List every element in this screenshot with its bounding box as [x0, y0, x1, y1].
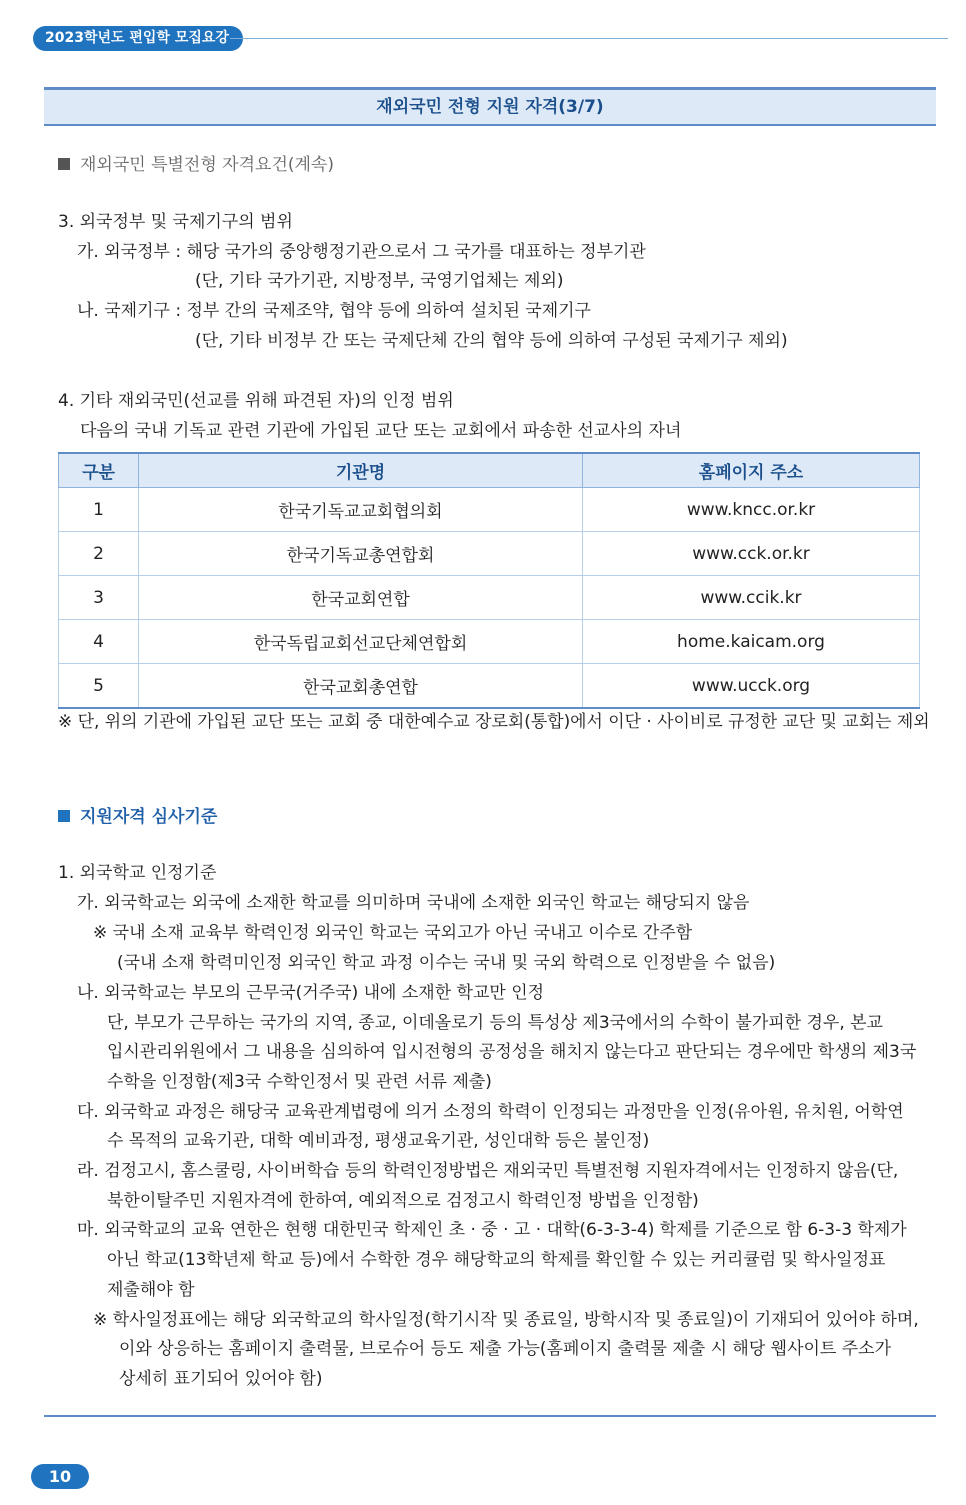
table-cell-number: 2 [59, 532, 139, 576]
criteria-line: 수학을 인정함(제3국 수학인정서 및 관련 서류 제출) [107, 1072, 492, 1092]
page-number: 10 [31, 1464, 89, 1489]
table-cell-url: www.kncc.or.kr [583, 488, 920, 532]
criteria-line: 라. 검정고시, 홈스쿨링, 사이버학습 등의 학력인정방법은 재외국민 특별전형 지원자격에서는 인정하지 않음(단, [77, 1161, 899, 1181]
section-heading-eligibility [58, 150, 334, 175]
header-badge: 2023학년도 편입학 모집요강 [33, 26, 243, 51]
item3-b: 나. 국제기구 : 정부 간의 국제조약, 협약 등에 의하여 설치된 국제기구 [77, 301, 591, 321]
criteria-line: 마. 외국학교의 교육 연한은 현행 대한민국 학제인 초 · 중 · 고 · 대학(6-3-3-4) 학제를 기준으로 함 6-3-3 학제가 [77, 1220, 907, 1240]
criteria-line: 다. 외국학교 과정은 해당국 교육관계법령에 의거 소정의 학력이 인정되는 과정만을 인정(유아원, 유치원, 어학연 [77, 1102, 904, 1122]
criteria-line: 아닌 학교(13학년제 학교 등)에서 수학한 경우 해당학교의 학제를 확인할 수 있는 커리큘럼 및 학사일정표 [107, 1250, 886, 1270]
criteria-line: 제출해야 함 [107, 1280, 195, 1300]
table-cell-url: www.cck.or.kr [583, 532, 920, 576]
footer-rule [44, 1415, 936, 1417]
criteria-heading: 1. 외국학교 인정기준 [58, 863, 217, 883]
table-cell-name: 한국기독교교회협의회 [139, 488, 583, 532]
criteria-line: 나. 외국학교는 부모의 근무국(거주국) 내에 소재한 학교만 인정 [77, 983, 545, 1003]
criteria-line: ※ 국내 소재 교육부 학력인정 외국인 학교는 국외고가 아닌 국내고 이수로 간주함 [93, 923, 693, 943]
item4-desc: 다음의 국내 기독교 관련 기관에 가입된 교단 또는 교회에서 파송한 선교사의 자녀 [80, 421, 682, 441]
square-bullet-icon [58, 810, 70, 822]
criteria-line: 상세히 표기되어 있어야 함) [119, 1369, 323, 1389]
page-header [0, 24, 966, 54]
table-row [59, 532, 920, 576]
item4-heading: 4. 기타 재외국민(선교를 위해 파견된 자)의 인정 범위 [58, 391, 454, 411]
table-cell-name: 한국독립교회선교단체연합회 [139, 620, 583, 664]
page-title: 재외국민 전형 지원 자격(3/7) [44, 87, 936, 126]
table-row [59, 620, 920, 664]
table-row [59, 576, 920, 620]
table-cell-url: home.kaicam.org [583, 620, 920, 664]
table-cell-number: 3 [59, 576, 139, 620]
criteria-line: 입시관리위원에서 그 내용을 심의하여 입시전형의 공정성을 해치지 않는다고 판단되는 경우에만 학생의 제3국 [107, 1042, 917, 1062]
table-header-cell: 구분 [59, 453, 139, 488]
table-cell-url: www.ccik.kr [583, 576, 920, 620]
table-note: ※ 단, 위의 기관에 가입된 교단 또는 교회 중 대한예수교 장로회(통합)에서 이단 · 사이비로 규정한 교단 및 교회는 제외 [58, 712, 930, 732]
criteria-line: (국내 소재 학력미인정 외국인 학교 과정 이수는 국내 및 국외 학력으로 인정받을 수 없음) [117, 953, 776, 973]
criteria-line: 수 목적의 교육기관, 대학 예비과정, 평생교육기관, 성인대학 등은 불인정) [107, 1131, 650, 1151]
table-row [59, 488, 920, 532]
square-bullet-icon [58, 158, 70, 170]
section-heading-criteria [58, 802, 217, 827]
institution-table [58, 452, 920, 709]
item3-b-note: (단, 기타 비정부 간 또는 국제단체 간의 협약 등에 의하여 구성된 국제기구 제외) [195, 331, 788, 351]
table-cell-name: 한국교회연합 [139, 576, 583, 620]
criteria-line: ※ 학사일정표에는 해당 외국학교의 학사일정(학기시작 및 종료일, 방학시작 및 종료일)이 기재되어 있어야 하며, [93, 1310, 919, 1330]
table-cell-number: 1 [59, 488, 139, 532]
table-header-cell: 기관명 [139, 453, 583, 488]
item3-a: 가. 외국정부 : 해당 국가의 중앙행정기관으로서 그 국가를 대표하는 정부기관 [77, 242, 646, 262]
section-heading-text: 지원자격 심사기준 [80, 807, 218, 827]
table-cell-url: www.ucck.org [583, 664, 920, 709]
table-header-row [59, 453, 920, 488]
table-header-cell: 홈페이지 주소 [583, 453, 920, 488]
item3-heading: 3. 외국정부 및 국제기구의 범위 [58, 212, 293, 232]
section-heading-text: 재외국민 특별전형 자격요건(계속) [80, 155, 334, 175]
criteria-line: 가. 외국학교는 외국에 소재한 학교를 의미하며 국내에 소재한 외국인 학교는 해당되지 않음 [77, 893, 750, 913]
table-cell-number: 4 [59, 620, 139, 664]
table-cell-number: 5 [59, 664, 139, 709]
criteria-line: 이와 상응하는 홈페이지 출력물, 브로슈어 등도 제출 가능(홈페이지 출력물 제출 시 해당 웹사이트 주소가 [119, 1339, 892, 1359]
table-row [59, 664, 920, 709]
table-cell-name: 한국기독교총연합회 [139, 532, 583, 576]
item3-a-note: (단, 기타 국가기관, 지방정부, 국영기업체는 제외) [195, 271, 564, 291]
table-cell-name: 한국교회총연합 [139, 664, 583, 709]
criteria-line: 단, 부모가 근무하는 국가의 지역, 종교, 이데올로기 등의 특성상 제3국에서의 수학이 불가피한 경우, 본교 [107, 1013, 883, 1033]
criteria-line: 북한이탈주민 지원자격에 한하여, 예외적으로 검정고시 학력인정 방법을 인정함) [107, 1191, 699, 1211]
header-rule [230, 38, 948, 39]
